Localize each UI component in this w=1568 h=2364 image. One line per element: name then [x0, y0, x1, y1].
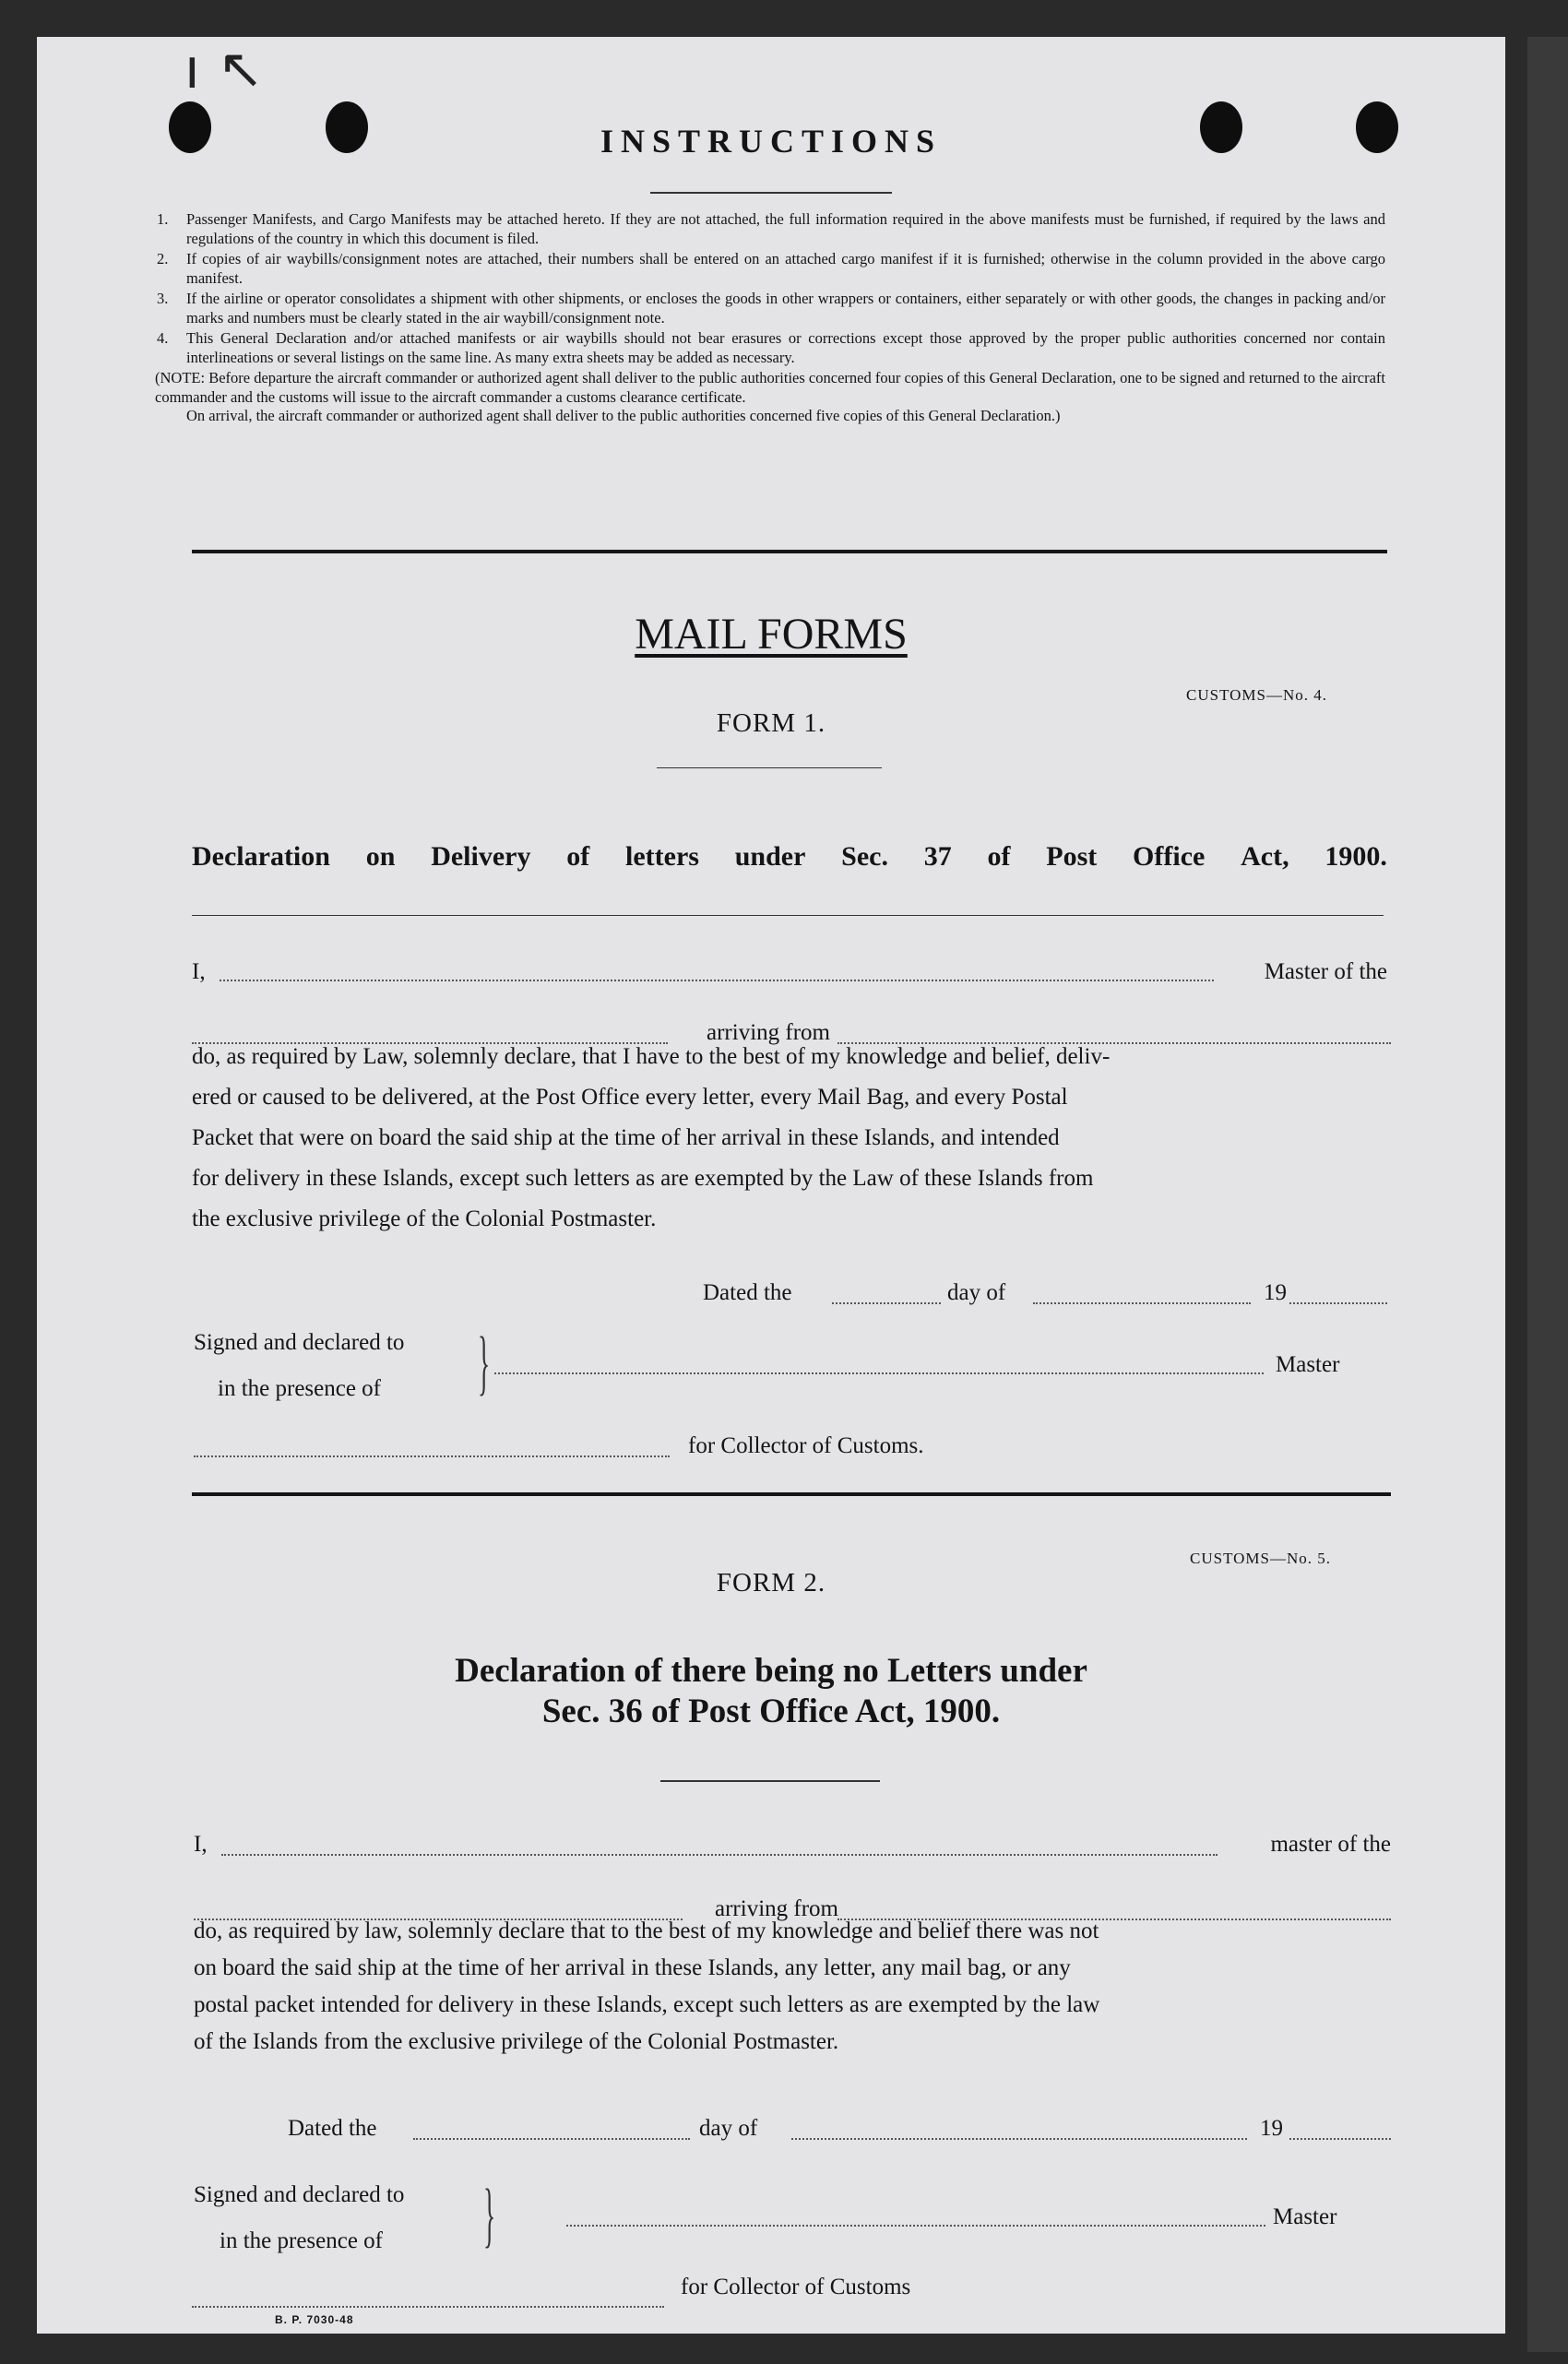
form1-presence-of: in the presence of	[218, 1376, 382, 1401]
form2-declaration-title-line1: Declaration of there being no Letters under	[455, 1652, 1087, 1690]
form1-title-rule	[192, 915, 1384, 916]
form2-signed-declared: Signed and declared to	[194, 2182, 405, 2207]
form1-declaration-title: Declaration on Delivery of letters under Sec. 37 of Post Office Act, 1900.	[192, 841, 1387, 872]
document-page	[37, 37, 1505, 2334]
form1-label: FORM 1.	[716, 708, 826, 738]
form2-day-field[interactable]	[413, 2138, 690, 2140]
form1-master-label: Master	[1276, 1352, 1340, 1377]
form2-collector-label: for Collector of Customs	[681, 2275, 911, 2299]
form-code: B. P. 7030-48	[275, 2313, 354, 2326]
form2-label: FORM 2.	[716, 1568, 826, 1598]
form2-collector-signature-field[interactable]	[192, 2306, 664, 2308]
form1-label-rule	[657, 767, 882, 768]
form1-master-name-field[interactable]	[220, 980, 1214, 981]
form1-arriving-from: arriving from	[707, 1020, 830, 1045]
form2-master-of-the: master of the	[1270, 1832, 1391, 1857]
form1-year-field[interactable]	[1289, 1302, 1387, 1304]
form1-day-field[interactable]	[832, 1302, 941, 1304]
page-edge-shadow	[1527, 37, 1568, 2352]
form1-master-signature-field[interactable]	[494, 1372, 1264, 1374]
form2-body: do, as required by law, solemnly declare that to the best of my knowledge and belief there was not on board the said ship at the time of her arrival in these Islands, any letter, any mail bag, or any postal packet intended for delivery in these Islands, except such letters as are exempted by the law of the Islands from the exclusive privilege of the Colonial Postmaster.	[194, 1919, 1100, 2054]
form2-day-of: day of	[699, 2116, 758, 2141]
form2-declaration-title-line2: Sec. 36 of Post Office Act, 1900.	[541, 1693, 1001, 1730]
form2-brace: }	[483, 2174, 496, 2254]
form1-customs-number: CUSTOMS—No. 4.	[1186, 686, 1328, 704]
instructions-divider	[192, 550, 1387, 553]
form1-master-of-the: Master of the	[1264, 959, 1387, 984]
form2-master-name-field[interactable]	[221, 1854, 1218, 1856]
instruction-item-2: 2. If copies of air waybills/consignment notes are attached, their numbers shall be entered on an attached cargo manifest if it is furnished; otherwise in the column provided in the above cargo manifest.	[157, 250, 1385, 287]
instruction-note-arrival: On arrival, the aircraft commander or authorized agent shall deliver to the public authorities concerned five copies of this General Declaration.)	[186, 407, 1061, 424]
form2-arriving-from: arriving from	[715, 1896, 838, 1921]
forms-divider	[192, 1492, 1391, 1496]
instruction-note: (NOTE: Before departure the aircraft commander or authorized agent shall deliver to the public authorities concerned four copies of this General Declaration, one to be signed and returned to the aircraft commander and the customs will issue to the aircraft commander a customs clearance certificate.	[155, 369, 1385, 406]
form2-i-label: I,	[194, 1832, 208, 1857]
form2-customs-number: CUSTOMS—No. 5.	[1190, 1550, 1332, 1567]
handwritten-mark: ı ↖	[184, 37, 265, 101]
form1-dated-the: Dated the	[703, 1280, 792, 1305]
form2-master-signature-field[interactable]	[566, 2225, 1265, 2227]
form2-year-field[interactable]	[1289, 2138, 1391, 2140]
form1-collector-signature-field[interactable]	[194, 1455, 670, 1457]
form1-day-of: day of	[947, 1280, 1006, 1305]
form1-collector-label: for Collector of Customs.	[688, 1433, 924, 1458]
instruction-item-1: 1. Passenger Manifests, and Cargo Manifests may be attached hereto. If they are not attached, the full information required in the above manifests must be furnished, if required by the laws and regulations of the country in which this document is filed.	[157, 210, 1385, 247]
mail-forms-title: MAIL FORMS	[635, 610, 908, 659]
instruction-item-4: 4. This General Declaration and/or attached manifests or air waybills should not bear erasures or corrections except those approved by the proper public authorities concerned nor contain interlineations or several listings on the same line. As many extra sheets may be added as necessary.	[157, 329, 1385, 366]
form1-brace: }	[478, 1322, 491, 1402]
instruction-item-3: 3. If the airline or operator consolidates a shipment with other shipments, or encloses the goods in other wrappers or containers, either separately or with other goods, the changes in packing and/or marks and numbers must be clearly stated in the air waybill/consignment note.	[157, 290, 1385, 327]
form2-presence-of: in the presence of	[220, 2228, 384, 2253]
instructions-list	[155, 210, 1385, 426]
instructions-underline	[650, 192, 892, 194]
form2-dated-the: Dated the	[288, 2116, 377, 2141]
form1-year-prefix: 19	[1264, 1280, 1287, 1305]
instructions-title: INSTRUCTIONS	[600, 123, 943, 160]
form2-title-rule	[660, 1780, 880, 1782]
form1-month-field[interactable]	[1033, 1302, 1251, 1304]
form2-year-prefix: 19	[1260, 2116, 1283, 2141]
form2-master-label: Master	[1273, 2204, 1337, 2229]
form1-signed-declared: Signed and declared to	[194, 1330, 405, 1355]
form1-i-label: I,	[192, 959, 206, 984]
form2-month-field[interactable]	[791, 2138, 1247, 2140]
form1-body: do, as required by Law, solemnly declare, that I have to the best of my knowledge and belief, deliv- ered or caused to be delivered, at the Post Office every letter, every Mail Bag, and every Postal Packet that were on board the said ship at the time of her arrival in these Islands, and intended for delivery in these Islands, except such letters as are exempted by the Law of these Islands from the exclusive privilege of the Colonial Postmaster.	[192, 1044, 1111, 1231]
